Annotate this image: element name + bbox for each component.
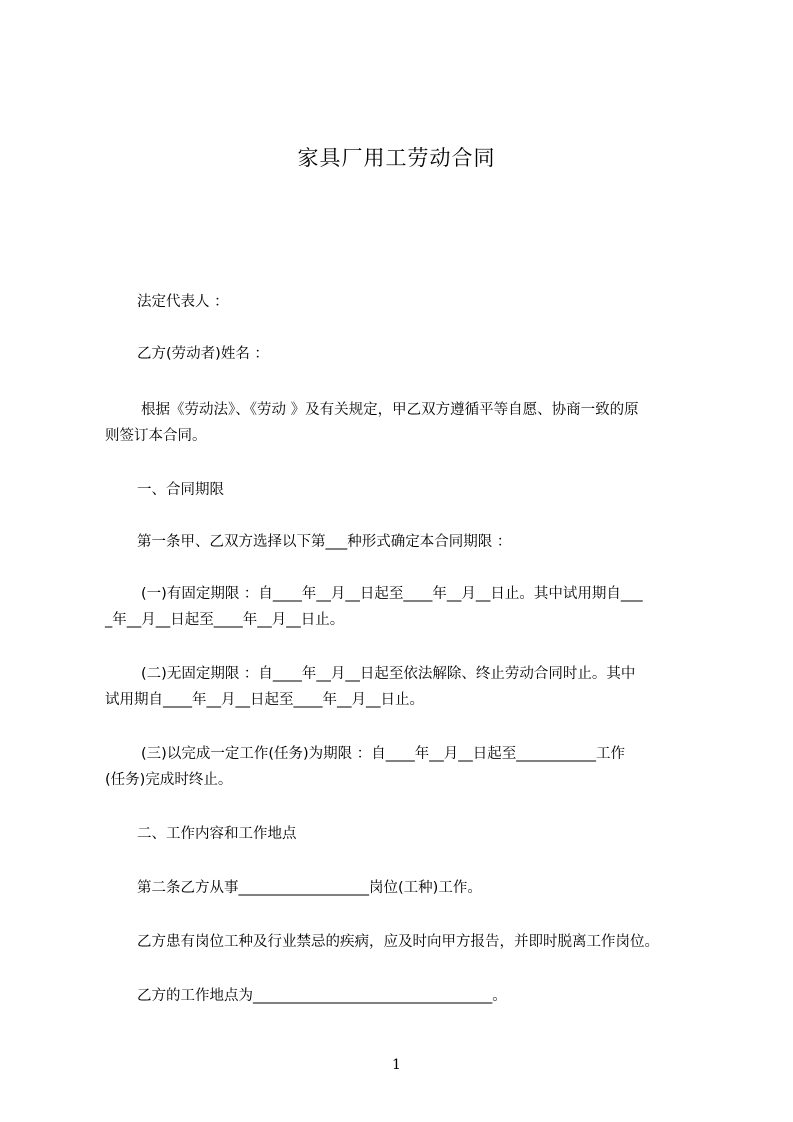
option-1-line-2: _年__月__日起至____年__月__日止。 (105, 612, 345, 628)
option-3-line-1: (三)以完成一定工作(任务)为期限 ：自____年__月__日起至___________工作 (141, 746, 625, 762)
disease-clause-line: 乙方患有岗位工种及行业禁忌的疾病，应及时向甲方报告，并即时脱离工作岗位。 (137, 934, 659, 950)
section-2-heading: 二、工作内容和工作地点 (137, 826, 297, 842)
option-1-line-1: (一)有固定期限 ：自____年__月__日起至____年__月__日止。其中试用期自___ (141, 586, 643, 602)
intro-paragraph-line-1: 根据《劳动法》、《劳动 》及有关规定，甲乙双方遵循平等自愿、协商一致的原 (141, 402, 639, 418)
document-title: 家具厂用工劳动合同 (297, 146, 496, 170)
article-1-line: 第一条甲、乙双方选择以下第___种形式确定本合同期限 ： (137, 534, 512, 550)
page-number: 1 (392, 1057, 401, 1073)
option-2-line-2: 试用期自____年__月__日起至____年__月__日止。 (105, 692, 424, 708)
legal-representative-line: 法定代表人 ： (137, 294, 229, 310)
party-b-name-line: 乙方(劳动者)姓名 ： (137, 346, 269, 362)
option-2-line-1: (二)无固定期限 ：自____年__月__日起至依法解除、终止劳动合同时止。其中 (141, 666, 636, 682)
intro-paragraph-line-2: 则签订本合同。 (105, 428, 207, 444)
article-2-line: 第二条乙方从事__________________岗位(工种)工作。 (137, 880, 482, 896)
option-3-line-2: (任务)完成时终止。 (105, 772, 233, 788)
section-1-heading: 一、合同期限 (137, 482, 224, 498)
work-location-line: 乙方的工作地点为_________________________________。 (137, 988, 507, 1004)
